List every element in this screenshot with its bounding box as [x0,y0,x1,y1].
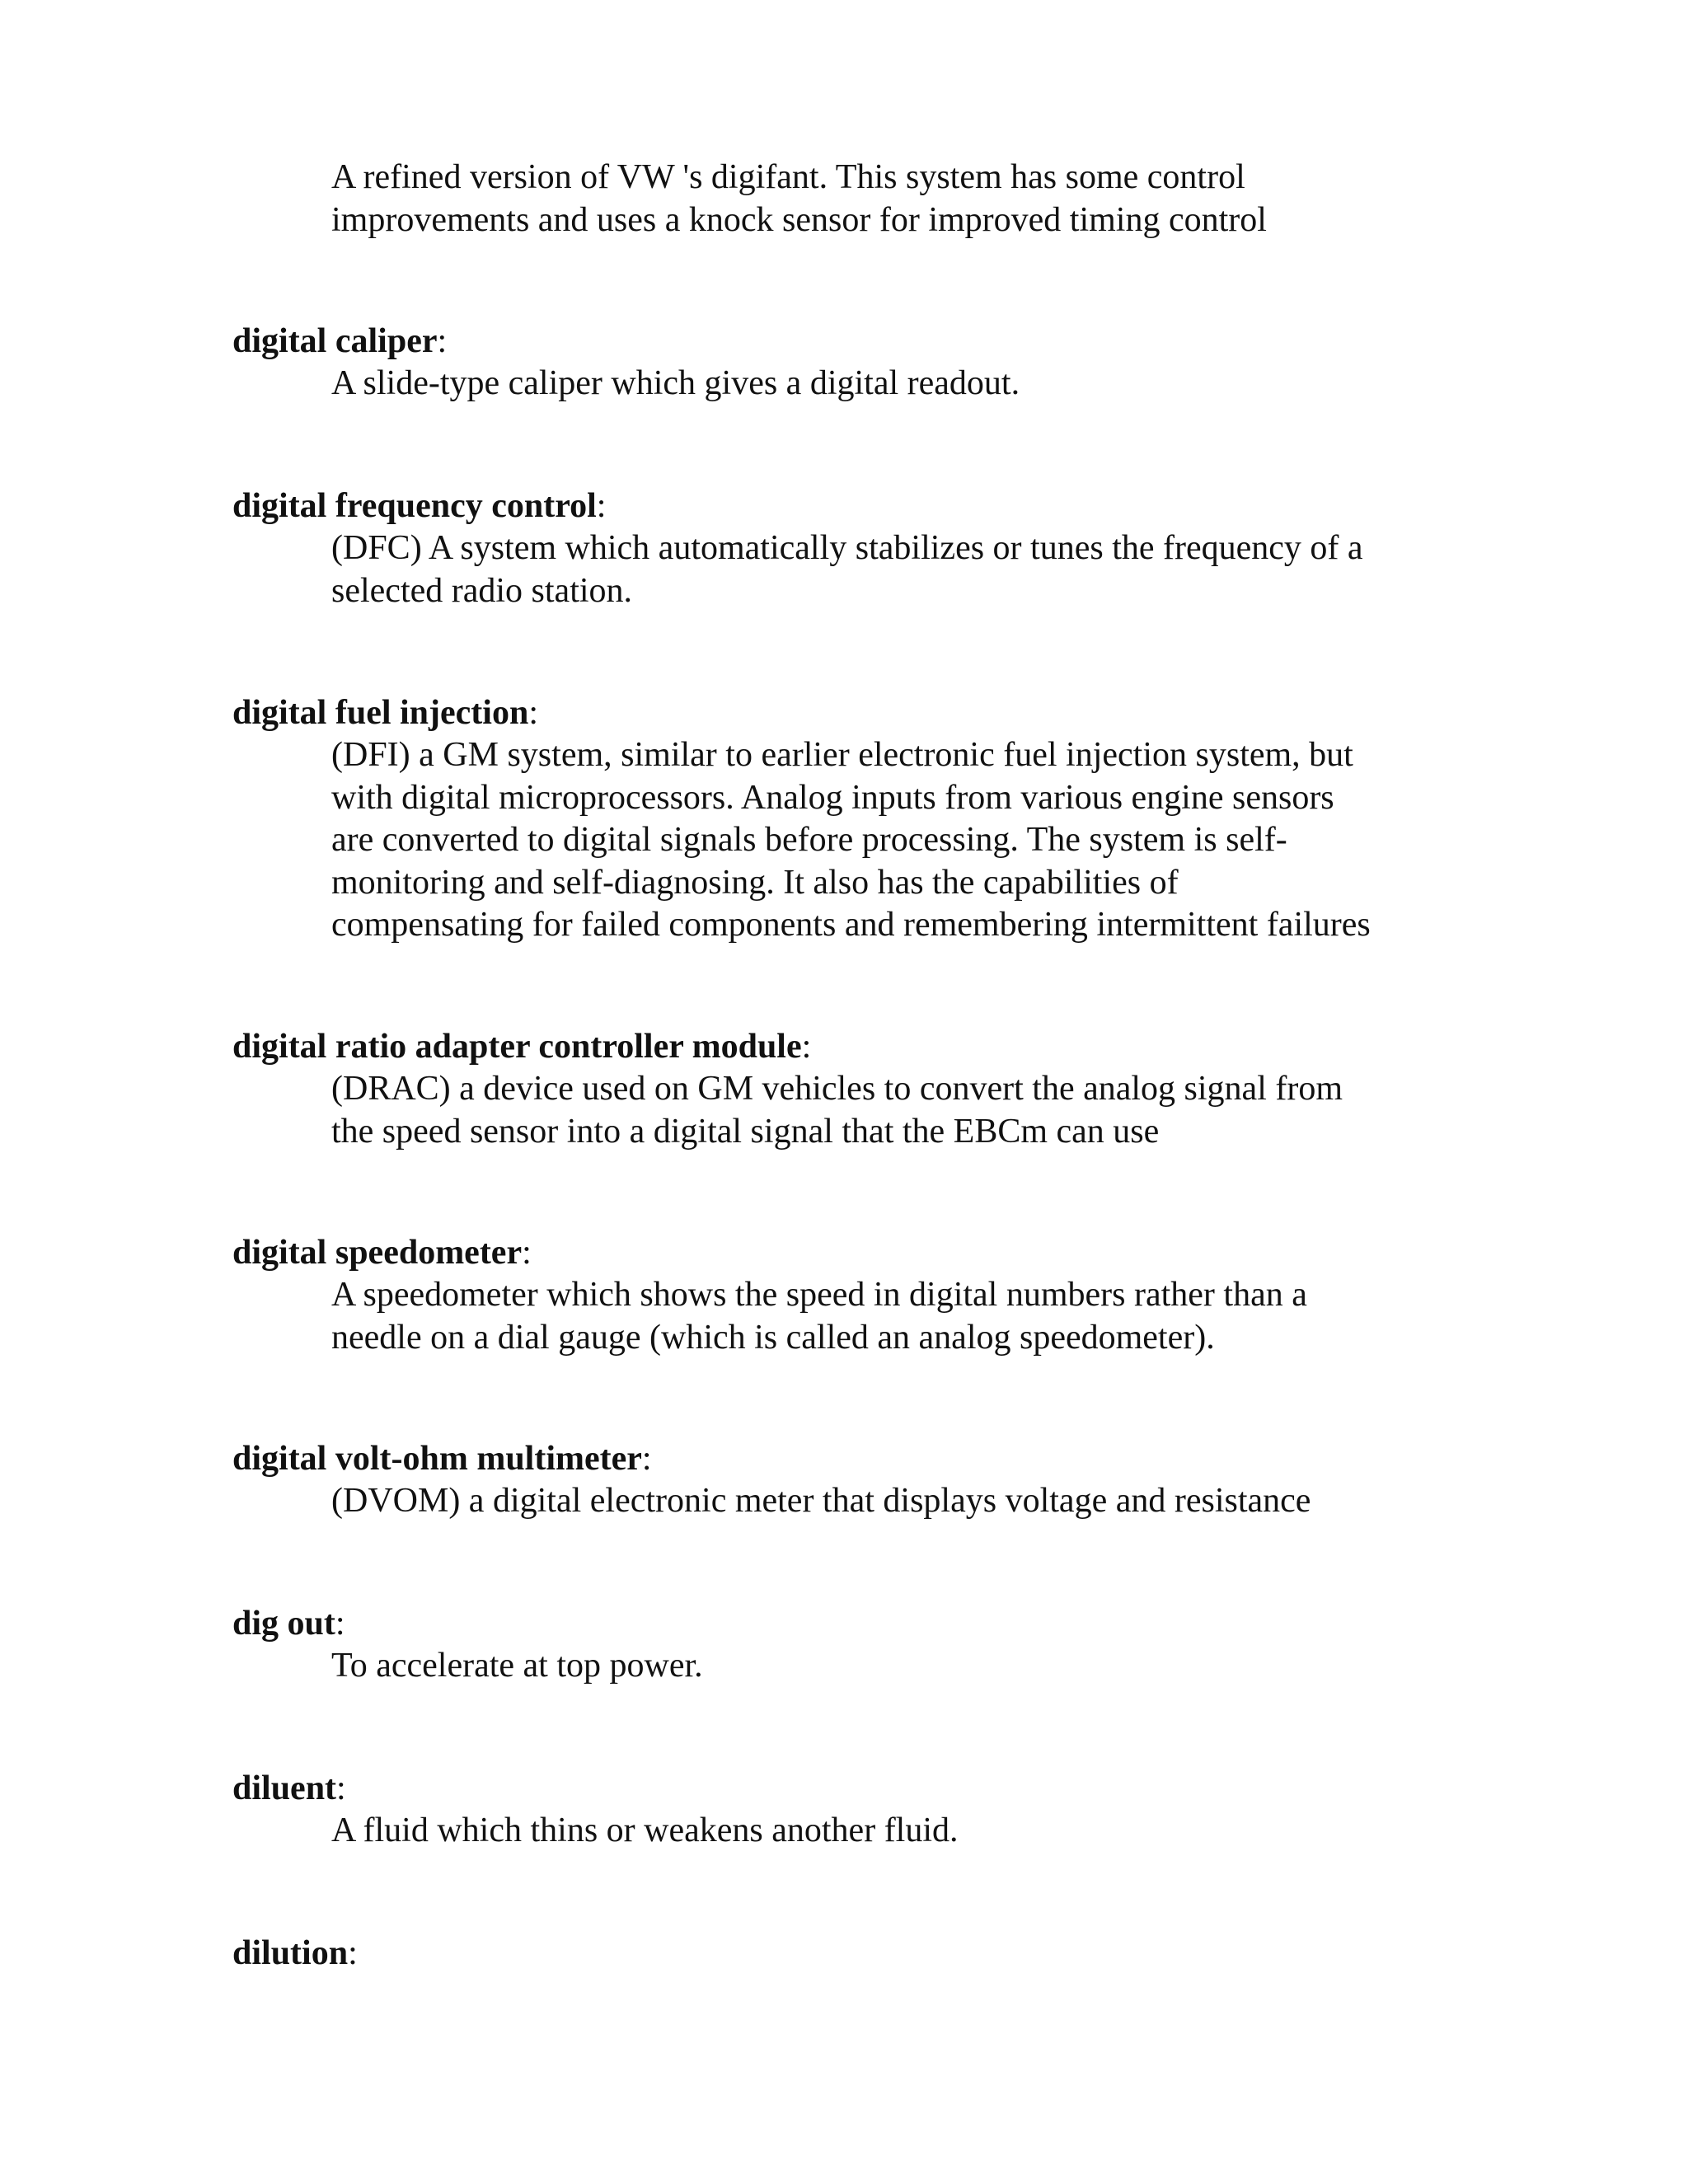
term-colon: : [437,322,448,360]
definition-line: are converted to digital signals before processing. The system is self- [331,821,1287,859]
term-heading [232,1933,358,1975]
definition-line: needle on a dial gauge (which is called an analog speedometer). [331,1318,1215,1357]
definition-line: A fluid which thins or weakens another fluid. [331,1811,959,1849]
definition-line: A slide-type caliper which gives a digital readout. [331,364,1020,402]
definition [331,157,1485,241]
term-heading [232,321,447,363]
definition [331,363,1485,405]
definition-line: improvements and uses a knock sensor for improved timing control [331,200,1267,239]
term-colon: : [522,1234,532,1272]
definition [331,1068,1485,1153]
definition-line: compensating for failed components and remembering intermittent failures [331,906,1371,944]
definition [331,1480,1485,1523]
term-colon: : [335,1605,345,1643]
term-heading [232,1026,811,1068]
term: diluent [232,1769,337,1807]
definition-line: selected radio station. [331,571,633,610]
term-heading [232,1603,345,1645]
term-colon: : [596,487,607,525]
term: digital fuel injection [232,694,529,732]
definition-line: monitoring and self-diagnosing. It also has the capabilities of [331,863,1179,902]
term-colon: : [801,1028,812,1066]
term-heading [232,1232,532,1274]
term: dig out [232,1605,335,1643]
term: digital volt-ohm multimeter [232,1440,642,1478]
definition-line: the speed sensor into a digital signal that the EBCm can use [331,1112,1160,1151]
definition [331,1645,1485,1688]
definition-line: A speedometer which shows the speed in digital numbers rather than a [331,1276,1307,1314]
term-colon: : [336,1769,346,1807]
term: digital ratio adapter controller module [232,1028,802,1066]
term-colon: : [641,1440,652,1478]
term: dilution [232,1934,349,1972]
term-heading [232,1438,652,1480]
definition-line: with digital microprocessors. Analog inputs from various engine sensors [331,778,1334,817]
definition [331,1810,1485,1853]
term-heading [232,1768,346,1810]
definition [331,1274,1485,1359]
term-heading [232,692,538,734]
term: digital speedometer [232,1234,523,1272]
term-colon: : [348,1934,358,1972]
term-colon: : [528,694,538,732]
definition-line: To accelerate at top power. [331,1647,703,1685]
definition-line: (DFC) A system which automatically stabilizes or tunes the frequency of a [331,529,1363,567]
term: digital caliper [232,322,438,360]
definition-line: A refined version of VW 's digifant. This system has some control [331,158,1245,196]
definition [331,527,1485,612]
definition-line: (DRAC) a device used on GM vehicles to convert the analog signal from [331,1070,1343,1108]
definition-line: (DFI) a GM system, similar to earlier electronic fuel injection system, but [331,736,1353,774]
definition-line: (DVOM) a digital electronic meter that displays voltage and resistance [331,1482,1311,1520]
term: digital frequency control [232,487,597,525]
term-heading [232,485,606,527]
definition [331,734,1485,947]
